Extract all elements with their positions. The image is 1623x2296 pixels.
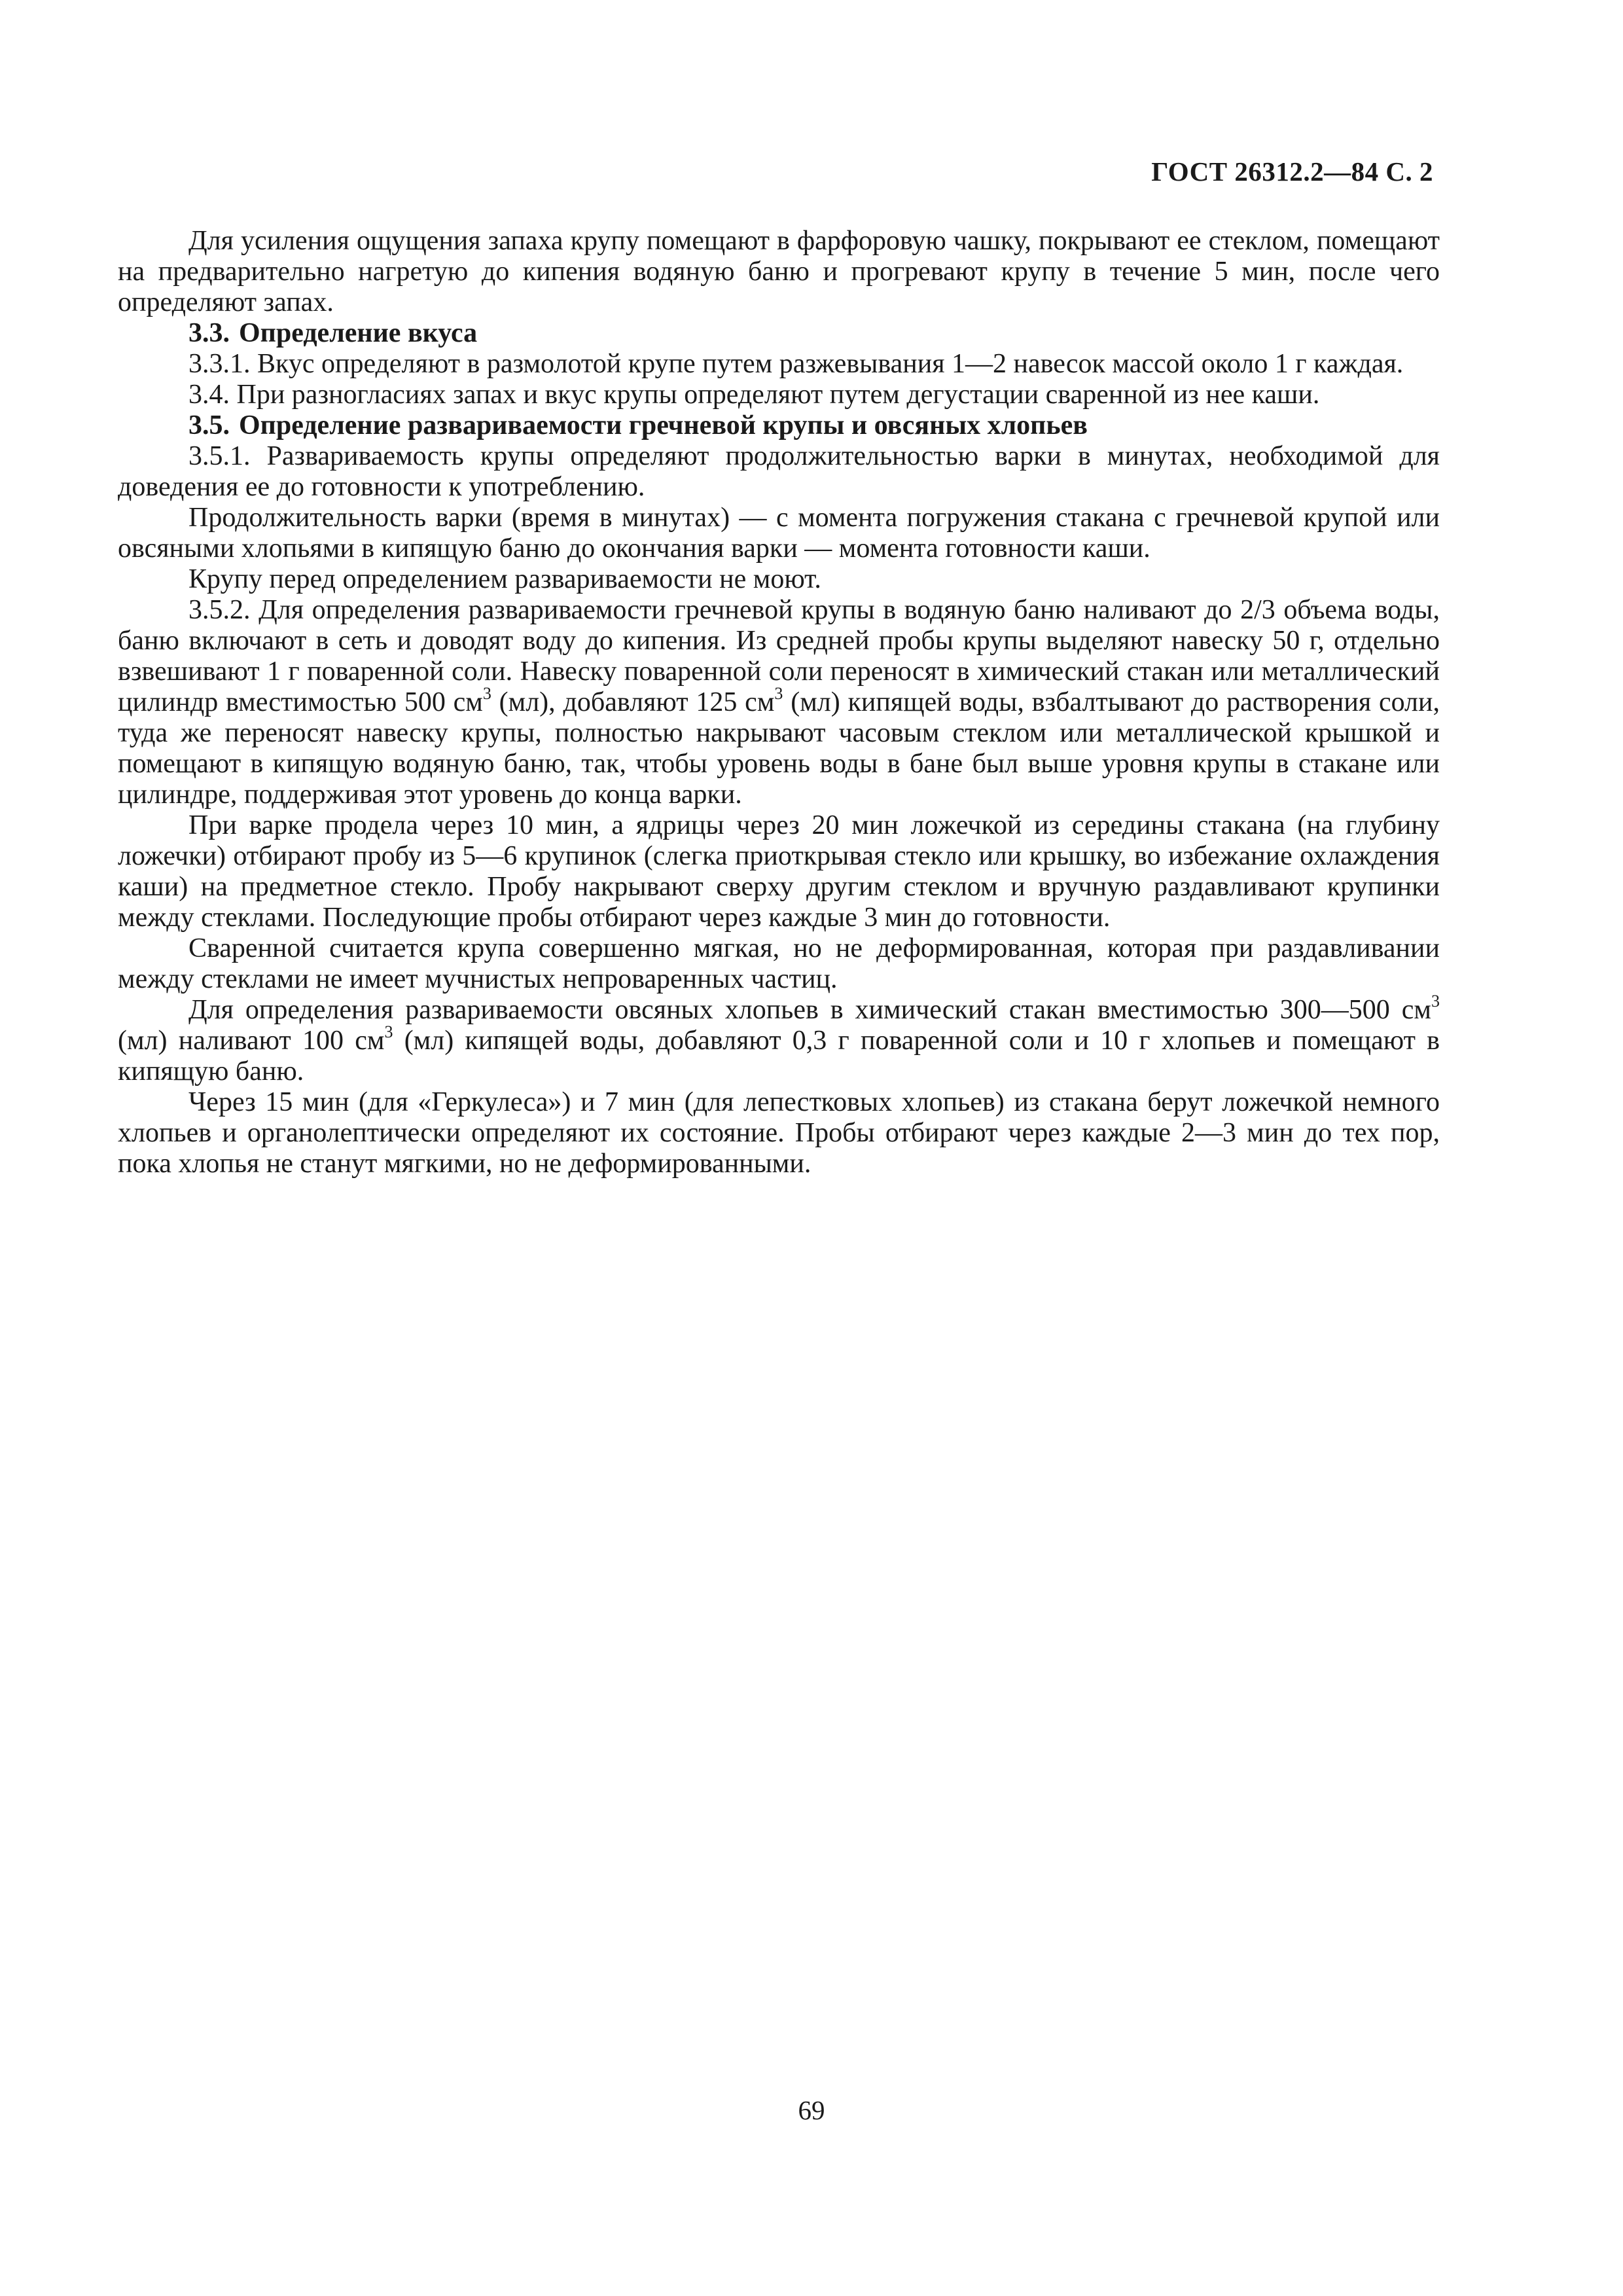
text-run: (мл) наливают 100 см <box>118 1026 385 1056</box>
paragraph-oat-sampling: Через 15 мин (для «Геркулеса») и 7 мин (для лепестковых хлопьев) из стакана берут ложечкой немного хлопьев и органолептически определяют их состояние. Пробы отбирают через каждые 2—3 мин до тех пор, пока хлопья не станут мягкими, но не деформированными. <box>118 1087 1440 1179</box>
section-3-3-heading <box>118 318 1440 349</box>
document-body <box>118 226 1440 1179</box>
text-run: Для определения развариваемости овсяных хлопьев в химический стакан вместимостью 300—500 см <box>188 995 1431 1025</box>
standard-header: ГОСТ 26312.2—84 С. 2 <box>1151 156 1433 187</box>
section-title: Определение развариваемости гречневой крупы и овсяных хлопьев <box>239 410 1088 440</box>
paragraph-cooked-criteria: Сваренной считается крупа совершенно мягкая, но не деформированная, которая при раздавливании между стеклами не имеет мучнистых непроваренных частиц. <box>118 933 1440 994</box>
paragraph-cooking-duration: Продолжительность варки (время в минутах) — с момента погружения стакана с гречневой крупой или овсяными хлопьями в кипящую баню до окончания варки — момента готовности каши. <box>118 503 1440 564</box>
paragraph-3-5-2 <box>118 595 1440 810</box>
paragraph-3-3-1: 3.3.1. Вкус определяют в размолотой крупе путем разжевывания 1—2 навесок массой около 1 г каждая. <box>188 349 1404 379</box>
superscript: 3 <box>1431 992 1440 1011</box>
paragraph-no-washing: Крупу перед определением развариваемости не моют. <box>188 564 821 594</box>
section-number: 3.3. <box>188 318 230 348</box>
page-number: 69 <box>798 2095 825 2125</box>
paragraph-oat-flakes <box>118 992 1440 1087</box>
text-run: (мл) кипящей воды, добавляют 0,3 г поваренной соли и 10 г хлопьев и помещают в кипящую баню. <box>118 1026 1440 1086</box>
paragraph-smell-intensify: Для усиления ощущения запаха крупу помещают в фарфоровую чашку, покрывают ее стеклом, помещают на предварительно нагретую до кипения водяную баню и прогревают крупу в течение 5 мин, после чего определяют запах. <box>118 226 1440 317</box>
superscript: 3 <box>482 684 491 703</box>
text-run: 3.5.2. Для определения развариваемости гречневой крупы в водяную баню наливают до 2/3 объема воды, баню включают в сеть и доводят воду до кипения. Из средней пробы крупы выделяют навеску 50 г, отдельно взвешивают 1 г поваренной соли. Навеску поваренной соли переносят в химический стакан или металлический цилиндр вместимостью 500 см <box>118 595 1440 717</box>
paragraph-3-5-1: 3.5.1. Развариваемость крупы определяют продолжительностью варки в минутах, необходимой для доведения ее до готовности к употреблению. <box>118 441 1440 502</box>
paragraph-3-4: 3.4. При разногласиях запах и вкус крупы определяют путем дегустации сваренной из нее каши. <box>188 380 1320 410</box>
section-number: 3.5. <box>188 410 230 440</box>
text-run: (мл) кипящей воды, взбалтывают до растворения соли, туда же переносят навеску крупы, полностью накрывают часовым стеклом или металлической крышкой и помещают в кипящую водяную баню, так, чтобы уровень воды в бане был выше уровня крупы в стакане или цилиндре, поддерживая этот уровень до конца варки. <box>118 687 1440 810</box>
superscript: 3 <box>774 684 783 703</box>
superscript: 3 <box>384 1022 393 1041</box>
text-run: (мл), добавляют 125 см <box>491 687 775 717</box>
paragraph-sampling: При варке продела через 10 мин, а ядрицы через 20 мин ложечкой из середины стакана (на глубину ложечки) отбирают пробу из 5—6 крупинок (слегка приоткрывая стекло или крышку, во избежание охлаждения каши) на предметное стекло. Пробу накрывают сверху другим стеклом и вручную раздавливают крупинки между стеклами. Последующие пробы отбирают через каждые 3 мин до готовности. <box>118 810 1440 933</box>
section-title: Определение вкуса <box>239 318 478 348</box>
section-3-5-heading <box>118 410 1440 441</box>
